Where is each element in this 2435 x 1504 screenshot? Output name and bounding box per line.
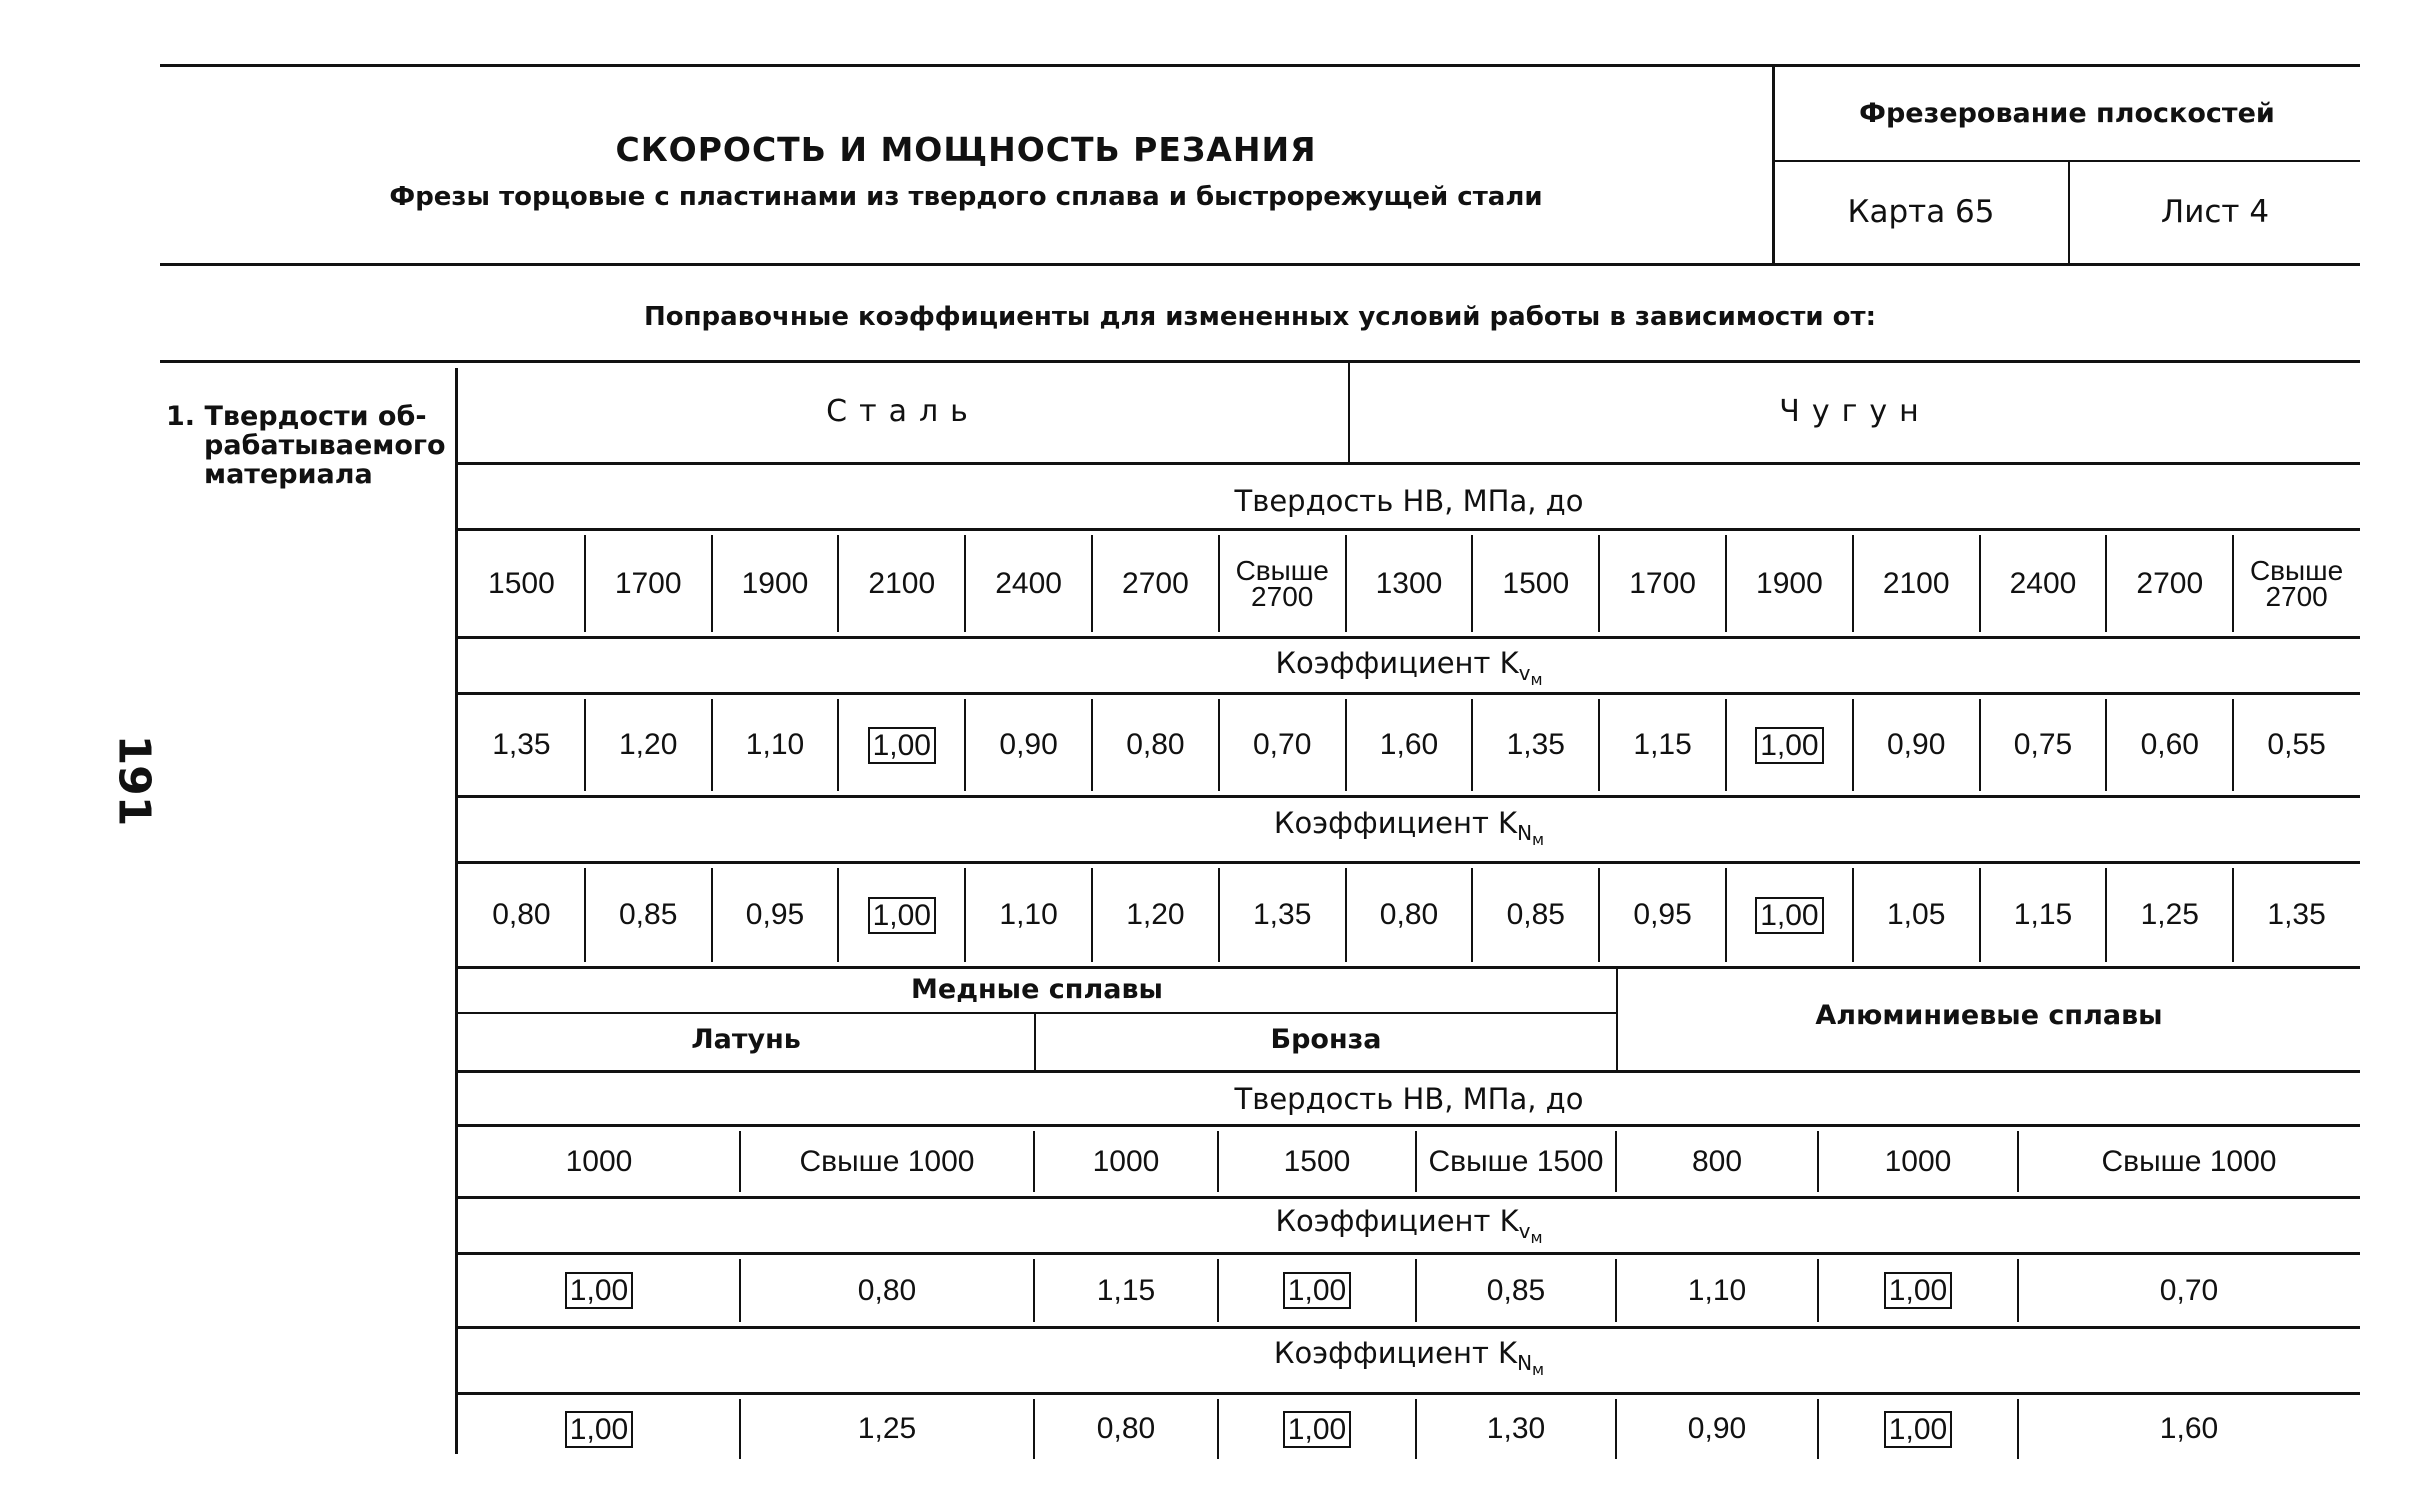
t1-kn-value-1: 0,80 bbox=[492, 898, 551, 931]
t2-hardness-cell-5 bbox=[1416, 1127, 1616, 1196]
t2-hardness-value-8: Свыше 1000 bbox=[2101, 1144, 2277, 1178]
t1-hardness-value-15: Свыше 2700 bbox=[2249, 554, 2344, 612]
t1-kv-value-14: 0,60 bbox=[2140, 728, 2199, 761]
t2-kv-separator-3 bbox=[1217, 1259, 1219, 1322]
t1-kv-separator-11 bbox=[1852, 699, 1854, 791]
t1-kn-label: Коэффициент $K_{N_м}$ bbox=[1273, 806, 1545, 849]
row-label-line-3: материала bbox=[204, 459, 373, 490]
t1-kn-separator-3 bbox=[837, 868, 839, 962]
t2-hardness-separator-6 bbox=[1817, 1131, 1819, 1192]
t2-kv-separator-5 bbox=[1615, 1259, 1617, 1322]
t1-kv-separator-2 bbox=[711, 699, 713, 791]
t1-hardness-cell-14 bbox=[2106, 531, 2233, 636]
t1-hardness-value-6: 2700 bbox=[1122, 566, 1189, 600]
group-iron: Чугун bbox=[1779, 394, 1931, 429]
t1-kn-separator-10 bbox=[1725, 868, 1727, 962]
t1-kv-value-15: 0,55 bbox=[2267, 728, 2326, 761]
t2-kn-cell-6 bbox=[1616, 1395, 1818, 1463]
t1-kv-value-1: 1,35 bbox=[492, 728, 551, 761]
t2-hardness-cell-8 bbox=[2018, 1127, 2360, 1196]
group-aluminum: Алюминиевые сплавы bbox=[1815, 1000, 2163, 1031]
t1-hardness-separator-5 bbox=[1091, 535, 1093, 632]
t1-hardness-separator-10 bbox=[1725, 535, 1727, 632]
t1-hardness-value-7: Свыше 2700 bbox=[1235, 554, 1329, 612]
t1-hardness-separator-6 bbox=[1218, 535, 1220, 632]
t1-kv-value-2: 1,20 bbox=[619, 728, 678, 761]
t1-hardness-separator-2 bbox=[711, 535, 713, 632]
t1-rule-3 bbox=[458, 636, 2360, 639]
group-copper: Медные сплавы bbox=[911, 974, 1163, 1005]
t1-kv-separator-7 bbox=[1345, 699, 1347, 791]
t1-kv-label: Коэффициент $K_{v_м}$ bbox=[1275, 646, 1543, 689]
t1-kn-cell-10 bbox=[1599, 864, 1726, 966]
t1-hardness-cell-12 bbox=[1853, 531, 1980, 636]
t1-hardness-cell-13 bbox=[1980, 531, 2107, 636]
t1-hardness-separator-11 bbox=[1852, 535, 1854, 632]
t1-kn-separator-4 bbox=[964, 868, 966, 962]
t2-kn-value-4: 1,00 bbox=[1283, 1411, 1351, 1448]
header-divider bbox=[1772, 66, 1775, 263]
t1-hardness-separator-4 bbox=[964, 535, 966, 632]
sub-brass: Латунь bbox=[691, 1024, 801, 1055]
t1-hardness-value-5: 2400 bbox=[995, 566, 1062, 600]
t1-kn-cell-14 bbox=[2106, 864, 2233, 966]
t1-hardness-cell-10 bbox=[1599, 531, 1726, 636]
t2-hardness-value-2: Свыше 1000 bbox=[799, 1144, 975, 1178]
t1-hardness-cell-4 bbox=[838, 531, 965, 636]
card-number: Карта 65 bbox=[1847, 194, 1995, 230]
t1-kn-value-13: 1,15 bbox=[2013, 898, 2073, 931]
t1-hardness-separator-1 bbox=[584, 535, 586, 632]
copper-sub-rule bbox=[458, 1012, 1616, 1014]
t2-kv-cell-2 bbox=[740, 1255, 1034, 1326]
t1-hardness-separator-7 bbox=[1345, 535, 1347, 632]
t1-hardness-cell-7 bbox=[1219, 531, 1346, 636]
t1-kn-separator-7 bbox=[1345, 868, 1347, 962]
t2-kn-separator-5 bbox=[1615, 1399, 1617, 1459]
t1-kv-separator-10 bbox=[1725, 699, 1727, 791]
t2-kn-cell-2 bbox=[740, 1395, 1034, 1463]
t1-kv-value-11: 1,00 bbox=[1755, 727, 1823, 764]
t1-hardness-value-14: 2700 bbox=[2136, 566, 2204, 600]
t1-kn-value-14: 1,25 bbox=[2140, 898, 2199, 931]
t2-kn-separator-2 bbox=[1033, 1399, 1035, 1459]
t1-kv-separator-9 bbox=[1598, 699, 1600, 791]
t1-kn-cell-11 bbox=[1726, 864, 1853, 966]
t1-hardness-cell-11 bbox=[1726, 531, 1853, 636]
t1-kn-separator-14 bbox=[2232, 868, 2234, 962]
t1-kv-cell-2 bbox=[585, 695, 712, 795]
t1-kv-cell-6 bbox=[1092, 695, 1219, 795]
t2-kn-value-5: 1,30 bbox=[1486, 1412, 1546, 1445]
t2-kv-cell-1 bbox=[458, 1255, 740, 1326]
t2-hardness-value-4: 1500 bbox=[1283, 1144, 1351, 1178]
t2-hardness-cell-7 bbox=[1818, 1127, 2018, 1196]
t1-kv-separator-3 bbox=[837, 699, 839, 791]
t1-kv-separator-5 bbox=[1091, 699, 1093, 791]
t1-kv-cell-9 bbox=[1472, 695, 1599, 795]
t2-hardness-separator-2 bbox=[1033, 1131, 1035, 1192]
t1-kn-separator-8 bbox=[1471, 868, 1473, 962]
t2-hardness-cell-4 bbox=[1218, 1127, 1416, 1196]
sheet-number: Лист 4 bbox=[2160, 194, 2270, 230]
t1-kv-cell-4 bbox=[838, 695, 965, 795]
t1-kn-value-15: 1,35 bbox=[2267, 898, 2326, 931]
t1-kv-value-7: 0,70 bbox=[1253, 728, 1312, 761]
t2-kn-separator-7 bbox=[2017, 1399, 2019, 1459]
t2-kv-separator-1 bbox=[739, 1259, 741, 1322]
t1-kn-value-3: 0,95 bbox=[745, 898, 805, 931]
t2-hardness-separator-7 bbox=[2017, 1131, 2019, 1192]
t2-kv-value-3: 1,15 bbox=[1096, 1273, 1156, 1307]
t2-hardness-value-3: 1000 bbox=[1092, 1144, 1160, 1178]
t1-kn-value-11: 1,00 bbox=[1755, 897, 1823, 934]
t1-kn-cell-1 bbox=[458, 864, 585, 966]
t1-hardness-separator-12 bbox=[1979, 535, 1981, 632]
t1-kv-cell-1 bbox=[458, 695, 585, 795]
t2-rule-1 bbox=[458, 1070, 2360, 1073]
t2-kv-cell-4 bbox=[1218, 1255, 1416, 1326]
header-right-mid-rule bbox=[1774, 160, 2360, 162]
t2-kv-label: Коэффициент $K_{v_м}$ bbox=[1275, 1204, 1543, 1247]
t1-kn-cell-3 bbox=[712, 864, 839, 966]
header-bottom-rule bbox=[160, 263, 2360, 266]
t1-hardness-cell-2 bbox=[585, 531, 712, 636]
t1-hardness-value-11: 1900 bbox=[1756, 566, 1823, 600]
t1-kv-value-10: 1,15 bbox=[1633, 728, 1692, 761]
t1-kv-separator-1 bbox=[584, 699, 586, 791]
t2-hardness-separator-1 bbox=[739, 1131, 741, 1192]
t1-kn-cell-2 bbox=[585, 864, 712, 966]
t1-kv-value-9: 1,35 bbox=[1506, 728, 1565, 761]
t1-kv-separator-6 bbox=[1218, 699, 1220, 791]
t2-kn-cell-1 bbox=[458, 1395, 740, 1463]
t2-kn-value-2: 1,25 bbox=[857, 1412, 917, 1445]
t2-kv-cell-3 bbox=[1034, 1255, 1218, 1326]
t1-kn-separator-11 bbox=[1852, 868, 1854, 962]
t1-kv-separator-13 bbox=[2105, 699, 2107, 791]
t1-kv-value-13: 0,75 bbox=[2013, 728, 2073, 761]
t1-hardness-cell-8 bbox=[1346, 531, 1473, 636]
t2-kn-value-1: 1,00 bbox=[565, 1411, 633, 1448]
top-rule bbox=[160, 64, 2360, 67]
t2-kn-value-3: 0,80 bbox=[1096, 1412, 1156, 1445]
t1-rule-1 bbox=[458, 462, 2360, 465]
page-title: СКОРОСТЬ И МОЩНОСТЬ РЕЗАНИЯ bbox=[615, 130, 1317, 169]
t1-hardness-cell-5 bbox=[965, 531, 1092, 636]
t1-kv-separator-12 bbox=[1979, 699, 1981, 791]
t2-kv-value-6: 1,10 bbox=[1687, 1273, 1747, 1307]
t1-kv-separator-8 bbox=[1471, 699, 1473, 791]
caption-rule bbox=[160, 360, 2360, 363]
page-number: 191 bbox=[108, 734, 160, 827]
t1-kv-cell-8 bbox=[1346, 695, 1473, 795]
t1-kv-value-8: 1,60 bbox=[1379, 728, 1439, 761]
t1-kn-separator-6 bbox=[1218, 868, 1220, 962]
t2-hardness-cell-1 bbox=[458, 1127, 740, 1196]
t2-hardness-cell-3 bbox=[1034, 1127, 1218, 1196]
t1-kn-value-12: 1,05 bbox=[1887, 898, 1946, 931]
t1-kn-value-2: 0,85 bbox=[619, 898, 678, 931]
section-label: Фрезерование плоскостей bbox=[1859, 98, 2275, 129]
t1-kn-separator-5 bbox=[1091, 868, 1093, 962]
t1-kv-cell-10 bbox=[1599, 695, 1726, 795]
t1-kv-cell-5 bbox=[965, 695, 1092, 795]
t2-hardness-value-6: 800 bbox=[1691, 1144, 1743, 1178]
t1-bottom-rule bbox=[458, 966, 2360, 969]
t2-kn-label: Коэффициент $K_{N_м}$ bbox=[1273, 1336, 1545, 1379]
t2-kn-cell-7 bbox=[1818, 1395, 2018, 1463]
t1-hardness-value-9: 1500 bbox=[1502, 566, 1570, 600]
t1-hardness-cell-1 bbox=[458, 531, 585, 636]
table-caption: Поправочные коэффициенты для измененных условий работы в зависимости от: bbox=[643, 302, 1877, 332]
t1-kn-cell-8 bbox=[1346, 864, 1473, 966]
t2-kv-value-4: 1,00 bbox=[1283, 1272, 1351, 1309]
t1-kv-cell-11 bbox=[1726, 695, 1853, 795]
t1-kn-cell-13 bbox=[1980, 864, 2107, 966]
sub-bronze: Бронза bbox=[1270, 1024, 1382, 1055]
t1-hardness-label: Твердость НВ, МПа, до bbox=[1234, 484, 1584, 518]
t2-kn-cell-8 bbox=[2018, 1395, 2360, 1463]
t2-kn-value-6: 0,90 bbox=[1687, 1412, 1747, 1445]
t2-kn-value-8: 1,60 bbox=[2159, 1412, 2219, 1445]
t1-kv-cell-3 bbox=[712, 695, 839, 795]
t1-hardness-value-3: 1900 bbox=[741, 566, 809, 600]
t1-hardness-value-1: 1500 bbox=[488, 566, 555, 600]
t1-hardness-value-12: 2100 bbox=[1882, 566, 1950, 600]
t1-kv-cell-12 bbox=[1853, 695, 1980, 795]
t1-hardness-value-2: 1700 bbox=[614, 566, 682, 600]
t2-kn-value-7: 1,00 bbox=[1884, 1411, 1952, 1448]
t1-hardness-cell-15 bbox=[2233, 531, 2360, 636]
t1-kn-value-5: 1,10 bbox=[999, 898, 1058, 931]
t1-kn-separator-12 bbox=[1979, 868, 1981, 962]
group-steel: Сталь bbox=[826, 394, 980, 429]
t1-kn-separator-13 bbox=[2105, 868, 2107, 962]
t2-hardness-separator-3 bbox=[1217, 1131, 1219, 1192]
t1-hardness-value-13: 2400 bbox=[2009, 566, 2077, 600]
t1-kn-cell-15 bbox=[2233, 864, 2360, 966]
t2-kn-separator-4 bbox=[1415, 1399, 1417, 1459]
t2-rule-3 bbox=[458, 1196, 2360, 1199]
t1-kv-value-5: 0,90 bbox=[999, 728, 1058, 761]
t1-kn-cell-5 bbox=[965, 864, 1092, 966]
t1-hardness-cell-6 bbox=[1092, 531, 1219, 636]
t1-kv-cell-15 bbox=[2233, 695, 2360, 795]
t2-kv-separator-2 bbox=[1033, 1259, 1035, 1322]
t1-kv-value-6: 0,80 bbox=[1126, 728, 1185, 761]
t2-kv-cell-6 bbox=[1616, 1255, 1818, 1326]
t2-kn-separator-1 bbox=[739, 1399, 741, 1459]
t2-kv-cell-7 bbox=[1818, 1255, 2018, 1326]
t1-hardness-value-8: 1300 bbox=[1375, 566, 1443, 600]
t1-kv-separator-14 bbox=[2232, 699, 2234, 791]
t1-hardness-separator-3 bbox=[837, 535, 839, 632]
t2-kv-separator-6 bbox=[1817, 1259, 1819, 1322]
t2-kn-cell-4 bbox=[1218, 1395, 1416, 1463]
t1-kn-separator-9 bbox=[1598, 868, 1600, 962]
row-label bbox=[166, 402, 446, 489]
t1-kn-cell-4 bbox=[838, 864, 965, 966]
t2-kv-separator-4 bbox=[1415, 1259, 1417, 1322]
t1-kn-value-6: 1,20 bbox=[1126, 898, 1185, 931]
t1-kv-value-3: 1,10 bbox=[745, 728, 805, 761]
t1-kn-cell-7 bbox=[1219, 864, 1346, 966]
t1-kn-value-9: 0,85 bbox=[1506, 898, 1565, 931]
t2-kn-separator-3 bbox=[1217, 1399, 1219, 1459]
t2-kv-cell-5 bbox=[1416, 1255, 1616, 1326]
t1-kv-value-4: 1,00 bbox=[868, 727, 936, 764]
t2-kv-cell-8 bbox=[2018, 1255, 2360, 1326]
t1-hardness-cell-9 bbox=[1472, 531, 1599, 636]
t1-hardness-separator-13 bbox=[2105, 535, 2107, 632]
row-label-line-1: 1. Твердости об- bbox=[166, 401, 427, 432]
t2-hardness-separator-4 bbox=[1415, 1131, 1417, 1192]
t2-kv-value-1: 1,00 bbox=[565, 1272, 633, 1309]
t2-kv-separator-7 bbox=[2017, 1259, 2019, 1322]
t2-hardness-cell-6 bbox=[1616, 1127, 1818, 1196]
t1-hardness-separator-14 bbox=[2232, 535, 2234, 632]
t1-hardness-cell-3 bbox=[712, 531, 839, 636]
t1-kv-cell-14 bbox=[2106, 695, 2233, 795]
t2-kv-value-2: 0,80 bbox=[857, 1273, 917, 1307]
t1-kn-value-7: 1,35 bbox=[1253, 898, 1312, 931]
t1-kn-separator-2 bbox=[711, 868, 713, 962]
t2-hardness-cell-2 bbox=[740, 1127, 1034, 1196]
row-label-line-2: рабатываемого bbox=[204, 430, 446, 461]
t2-kv-value-7: 1,00 bbox=[1884, 1272, 1952, 1309]
t1-kv-cell-7 bbox=[1219, 695, 1346, 795]
t1-kn-value-10: 0,95 bbox=[1633, 898, 1692, 931]
t1-kn-cell-9 bbox=[1472, 864, 1599, 966]
t2-kv-value-8: 0,70 bbox=[2159, 1273, 2219, 1307]
t2-kn-cell-5 bbox=[1416, 1395, 1616, 1463]
page-subtitle: Фрезы торцовые с пластинами из твердого сплава и быстрорежущей стали bbox=[389, 182, 1543, 212]
t2-hardness-value-7: 1000 bbox=[1884, 1144, 1952, 1178]
t2-rule-5 bbox=[458, 1326, 2360, 1329]
t1-kv-cell-13 bbox=[1980, 695, 2107, 795]
t1-hardness-value-4: 2100 bbox=[868, 566, 936, 600]
t1-rule-5 bbox=[458, 795, 2360, 798]
t2-hardness-separator-5 bbox=[1615, 1131, 1617, 1192]
t1-kn-separator-1 bbox=[584, 868, 586, 962]
t1-kn-value-8: 0,80 bbox=[1379, 898, 1439, 931]
t1-kv-value-12: 0,90 bbox=[1887, 728, 1946, 761]
t1-kn-value-4: 1,00 bbox=[868, 897, 936, 934]
t2-hardness-label: Твердость НВ, МПа, до bbox=[1234, 1082, 1584, 1116]
t2-kn-separator-6 bbox=[1817, 1399, 1819, 1459]
t1-hardness-separator-8 bbox=[1471, 535, 1473, 632]
t2-hardness-value-1: 1000 bbox=[565, 1144, 633, 1178]
t1-hardness-value-10: 1700 bbox=[1629, 566, 1696, 600]
t2-kv-value-5: 0,85 bbox=[1486, 1273, 1546, 1307]
t1-kn-cell-12 bbox=[1853, 864, 1980, 966]
t2-hardness-value-5: Свыше 1500 bbox=[1428, 1144, 1604, 1178]
t1-hardness-separator-9 bbox=[1598, 535, 1600, 632]
t2-kn-cell-3 bbox=[1034, 1395, 1218, 1463]
t1-kv-separator-4 bbox=[964, 699, 966, 791]
t1-kn-cell-6 bbox=[1092, 864, 1219, 966]
